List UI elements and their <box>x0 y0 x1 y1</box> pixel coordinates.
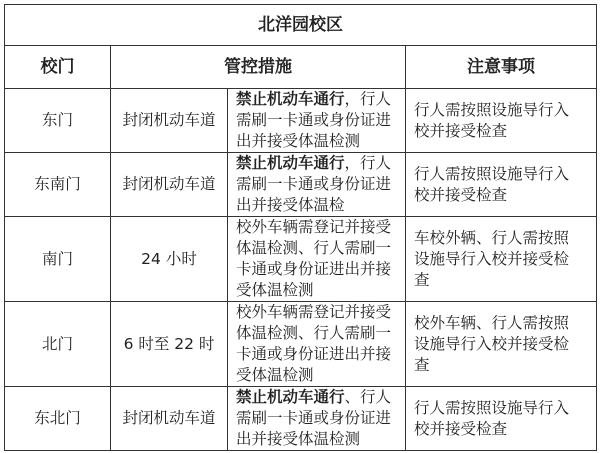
gate-cell: 东南门 <box>5 153 111 217</box>
gate-cell: 东门 <box>5 89 111 153</box>
measure-bold: 禁止机动车通行 <box>236 388 345 406</box>
note-cell: 行人需按照设施导行入校并接受检查 <box>406 387 597 451</box>
gate-cell: 北门 <box>5 302 111 387</box>
measure-text: 校外车辆需登记并接受体温检测、行人需刷一卡通或身份证进出并接受体温检测 <box>236 218 392 299</box>
header-control: 管控措施 <box>111 46 406 89</box>
measure-cell <box>228 302 406 387</box>
measure-cell <box>228 153 406 217</box>
gate-cell: 南门 <box>5 217 111 302</box>
measure-bold: 禁止机动车通行 <box>236 154 345 172</box>
table-row <box>5 302 597 387</box>
table-row <box>5 387 597 451</box>
table-row <box>5 153 597 217</box>
control-cell: 封闭机动车道 <box>111 387 228 451</box>
control-cell: 封闭机动车道 <box>111 89 228 153</box>
note-cell: 行人需按照设施导行入校并接受检查 <box>406 89 597 153</box>
measure-cell <box>228 217 406 302</box>
measure-text: 、行人需刷一卡通或身份证进出并接受体温检测 <box>236 388 392 448</box>
control-cell: 24 小时 <box>111 217 228 302</box>
table-row <box>5 217 597 302</box>
measure-text: 校外车辆需登记并接受体温检测、行人需刷一卡通或身份证进出并接受体温检测 <box>236 303 392 384</box>
table-row <box>5 89 597 153</box>
measure-text: ，行人需刷一卡通或身份证进出并接受体温检测 <box>236 90 392 150</box>
measure-cell <box>228 89 406 153</box>
header-row <box>5 46 597 89</box>
note-cell: 校外车辆、行人需按照设施导行入校并接受检查 <box>406 302 597 387</box>
note-cell: 行人需按照设施导行入校并接受检查 <box>406 153 597 217</box>
title-row <box>5 5 597 46</box>
note-cell: 车校外辆、行人需按照设施导行入校并接受检查 <box>406 217 597 302</box>
gate-cell: 东北门 <box>5 387 111 451</box>
measure-bold: 禁止机动车通行 <box>236 90 345 108</box>
measure-cell <box>228 387 406 451</box>
control-cell: 6 时至 22 时 <box>111 302 228 387</box>
header-gate: 校门 <box>5 46 111 89</box>
header-notes: 注意事项 <box>406 46 597 89</box>
campus-gate-table <box>4 4 597 451</box>
control-cell: 封闭机动车道 <box>111 153 228 217</box>
table-title: 北洋园校区 <box>5 5 597 46</box>
measure-text: ，行人需刷一卡通或身份证进出并接受体温检 <box>236 154 392 214</box>
